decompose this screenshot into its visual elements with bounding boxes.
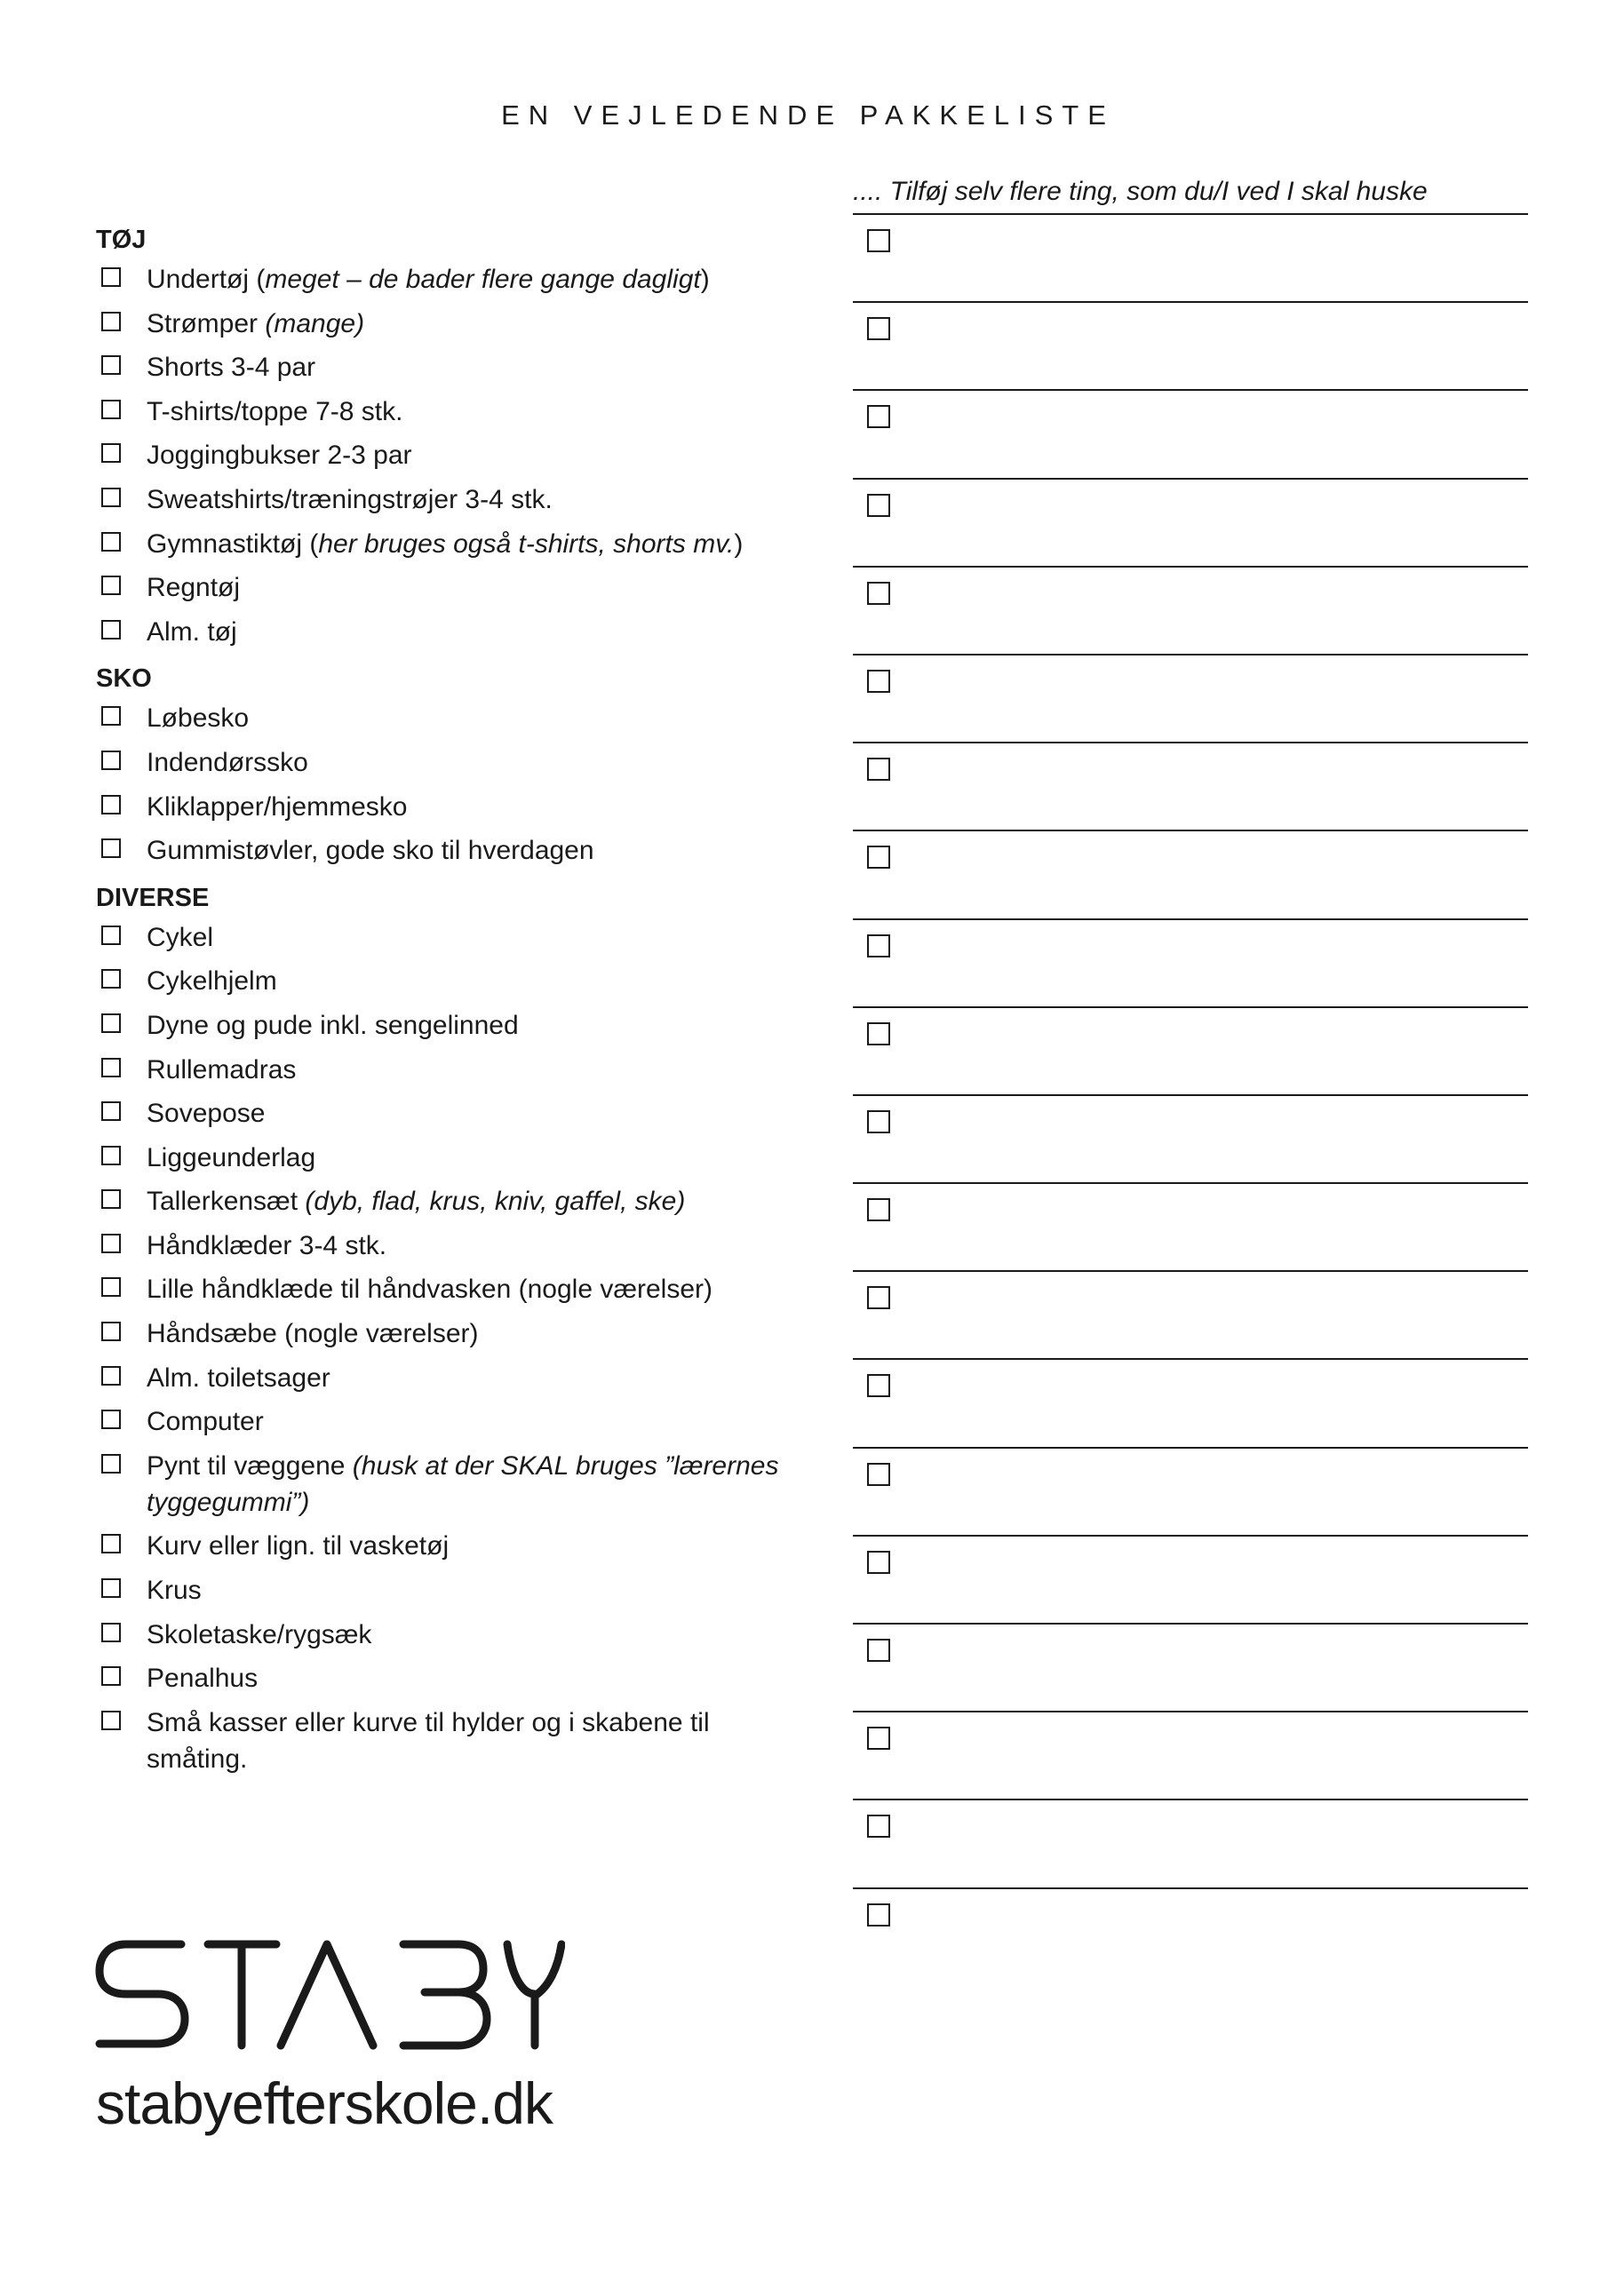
item-label: Rullemadras: [147, 1054, 297, 1084]
write-in-line[interactable]: [853, 918, 1528, 920]
write-in-line[interactable]: [853, 1358, 1528, 1360]
checkbox[interactable]: [867, 1903, 890, 1927]
item-label: T-shirts/toppe 7-8 stk.: [147, 396, 403, 426]
blank-entry-row: [853, 314, 1528, 402]
checkbox[interactable]: [101, 1534, 121, 1553]
checkbox[interactable]: [101, 969, 121, 989]
item-note: (dyb, flad, krus, kniv, gaffel, ske): [305, 1187, 686, 1217]
checkbox[interactable]: [101, 312, 121, 331]
checkbox[interactable]: [101, 1322, 121, 1341]
section-heading: SKO: [96, 664, 152, 694]
item-label: Sweatshirts/træningstrøjer 3-4 stk.: [147, 484, 553, 514]
item-label: Alm. toiletsager: [147, 1363, 330, 1393]
item-label: Cykel: [147, 922, 214, 952]
item-suffix: ): [734, 528, 744, 559]
write-in-line[interactable]: [853, 1270, 1528, 1272]
page-title: EN VEJLEDENDE PAKKELISTE: [501, 99, 1115, 131]
checkbox[interactable]: [101, 1454, 121, 1474]
item-label: Krus: [147, 1576, 202, 1606]
item-label: Håndsæbe (nogle værelser): [147, 1319, 479, 1349]
item-label: Computer: [147, 1407, 264, 1437]
blank-entry-row: [853, 139, 1528, 226]
checkbox[interactable]: [101, 1101, 121, 1121]
write-in-line[interactable]: [853, 213, 1528, 215]
list-item: [96, 1403, 807, 1440]
checkbox[interactable]: [101, 1623, 121, 1642]
list-item: [96, 1183, 807, 1220]
item-suffix: ): [700, 265, 710, 294]
item-label: Regntøj: [147, 573, 241, 603]
write-in-line[interactable]: [853, 1887, 1528, 1889]
write-in-line[interactable]: [853, 1799, 1528, 1800]
checkbox[interactable]: [101, 706, 121, 726]
item-label: Gummistøvler, gode sko til hverdagen: [147, 836, 594, 866]
checkbox[interactable]: [101, 926, 121, 945]
blank-entry-row: [853, 1548, 1528, 1636]
checkbox[interactable]: [101, 1366, 121, 1386]
item-label: Håndklæder 3-4 stk.: [147, 1230, 387, 1260]
list-item: [96, 393, 807, 430]
checkbox[interactable]: [101, 400, 121, 419]
list-item: [96, 1660, 807, 1696]
blank-entry-row: [853, 1460, 1528, 1548]
checkbox[interactable]: [101, 1189, 121, 1209]
checkbox[interactable]: [101, 1711, 121, 1730]
list-item: [96, 1360, 807, 1396]
blank-entry-row: [853, 932, 1528, 1020]
write-in-line[interactable]: [853, 566, 1528, 568]
item-label: Cykelhjelm: [147, 966, 277, 997]
item-label: Joggingbukser 2-3 par: [147, 441, 412, 471]
write-in-line[interactable]: [853, 742, 1528, 743]
blank-entry-row: [853, 491, 1528, 579]
checkbox[interactable]: [101, 795, 121, 814]
list-item: [96, 789, 807, 825]
blank-entry-row: [853, 1724, 1528, 1812]
custom-items-column: [853, 174, 1528, 1991]
blank-entry-row: [853, 1196, 1528, 1283]
list-item: [96, 1007, 807, 1044]
item-label: Tallerkensæt: [147, 1187, 306, 1217]
checkbox[interactable]: [101, 443, 121, 463]
list-item: [96, 1704, 807, 1777]
blank-entry-row: [853, 1636, 1528, 1724]
list-item: [96, 1315, 807, 1352]
blank-entry-row: [853, 226, 1528, 314]
blank-entry-row: [853, 667, 1528, 755]
item-label: Strømper: [147, 308, 266, 338]
checkbox[interactable]: [101, 751, 121, 770]
item-label: Små kasser eller kurve til hylder og i skabene til småting.: [147, 1707, 710, 1774]
list-item: [96, 349, 807, 385]
checkbox[interactable]: [101, 355, 121, 375]
list-item: [96, 1095, 807, 1132]
list-item: [96, 1052, 807, 1088]
item-note: meget – de bader flere gange dagligt: [265, 265, 701, 294]
item-label: Sovepose: [147, 1099, 266, 1129]
list-item: [96, 1528, 807, 1564]
item-label: Liggeunderlag: [147, 1142, 316, 1172]
blank-entry-row: [853, 579, 1528, 667]
item-label: Lille håndklæde til håndvasken (nogle værelser): [147, 1275, 713, 1305]
checkbox[interactable]: [101, 1058, 121, 1077]
custom-item-rows: [853, 139, 1528, 1901]
checkbox[interactable]: [101, 1013, 121, 1033]
checkbox[interactable]: [101, 1277, 121, 1297]
checkbox[interactable]: [101, 1410, 121, 1429]
blank-entry-row: [853, 1020, 1528, 1108]
list-item: [96, 526, 807, 562]
item-label: Løbesko: [147, 703, 250, 734]
list-item: [96, 261, 807, 298]
write-in-line[interactable]: [853, 478, 1528, 480]
list-item: [96, 1271, 807, 1307]
list-item: [96, 963, 807, 999]
blank-entry-row: [853, 844, 1528, 932]
item-label: Skoletaske/rygsæk: [147, 1619, 372, 1649]
write-in-line[interactable]: [853, 1535, 1528, 1537]
item-label: Kliklapper/hjemmesko: [147, 791, 408, 822]
list-item: [96, 1572, 807, 1609]
checkbox[interactable]: [101, 620, 121, 640]
checkbox[interactable]: [101, 1578, 121, 1598]
checkbox[interactable]: [101, 488, 121, 507]
packing-list: [96, 218, 807, 1784]
write-in-line[interactable]: [853, 1182, 1528, 1184]
item-label: Kurv eller lign. til vasketøj: [147, 1531, 450, 1561]
item-label: Gymnastiktøj (: [147, 528, 319, 559]
write-in-line[interactable]: [853, 654, 1528, 655]
section-heading: TØJ: [96, 226, 147, 254]
custom-items-header: .... Tilføj selv flere ting, som du/I ved I skal huske: [853, 177, 1428, 206]
list-item: [96, 569, 807, 606]
blank-entry-row: [853, 1813, 1528, 1901]
list-item: [96, 832, 807, 869]
item-label: Penalhus: [147, 1664, 259, 1694]
write-in-line[interactable]: [853, 1094, 1528, 1096]
write-in-line[interactable]: [853, 301, 1528, 303]
item-label: Undertøj (: [147, 265, 266, 294]
item-label: Shorts 3-4 par: [147, 353, 316, 383]
list-item: [96, 306, 807, 342]
item-note: her bruges også t-shirts, shorts mv.: [318, 528, 735, 559]
write-in-line[interactable]: [853, 1711, 1528, 1712]
item-label: Indendørssko: [147, 747, 308, 777]
item-note: (husk at der SKAL bruges ”lærernes tyggegummi”): [147, 1450, 779, 1517]
blank-entry-row: [853, 755, 1528, 843]
item-label: Pynt til væggene: [147, 1450, 353, 1481]
list-item: [96, 437, 807, 473]
blank-entry-row: [853, 1108, 1528, 1196]
blank-entry-row: [853, 403, 1528, 491]
checkbox[interactable]: [101, 576, 121, 595]
blank-entry-row: [853, 1372, 1528, 1460]
list-item: [96, 1227, 807, 1264]
checkbox[interactable]: [101, 838, 121, 858]
checkbox[interactable]: [101, 1234, 121, 1253]
checkbox[interactable]: [101, 267, 121, 287]
blank-entry-row: [853, 1283, 1528, 1371]
list-item: [96, 744, 807, 781]
write-in-line[interactable]: [853, 389, 1528, 391]
checkbox[interactable]: [101, 1666, 121, 1686]
checkbox[interactable]: [101, 1146, 121, 1165]
list-item: [96, 1617, 807, 1653]
item-label: Dyne og pude inkl. sengelinned: [147, 1010, 519, 1040]
list-item: [96, 614, 807, 650]
checkbox[interactable]: [101, 532, 121, 552]
list-item: [96, 919, 807, 956]
website-url: stabyefterskole.dk: [96, 2070, 553, 2136]
section-heading: DIVERSE: [96, 883, 210, 912]
list-item: [96, 1448, 807, 1521]
list-item: [96, 1140, 807, 1176]
write-in-line[interactable]: [853, 1623, 1528, 1625]
item-note: (mange): [265, 308, 365, 338]
write-in-line[interactable]: [853, 1006, 1528, 1008]
staby-logo: [94, 1932, 565, 2056]
list-item: [96, 481, 807, 518]
write-in-line[interactable]: [853, 1447, 1528, 1449]
list-item: [96, 700, 807, 736]
write-in-line[interactable]: [853, 830, 1528, 831]
item-label: Alm. tøj: [147, 616, 237, 647]
